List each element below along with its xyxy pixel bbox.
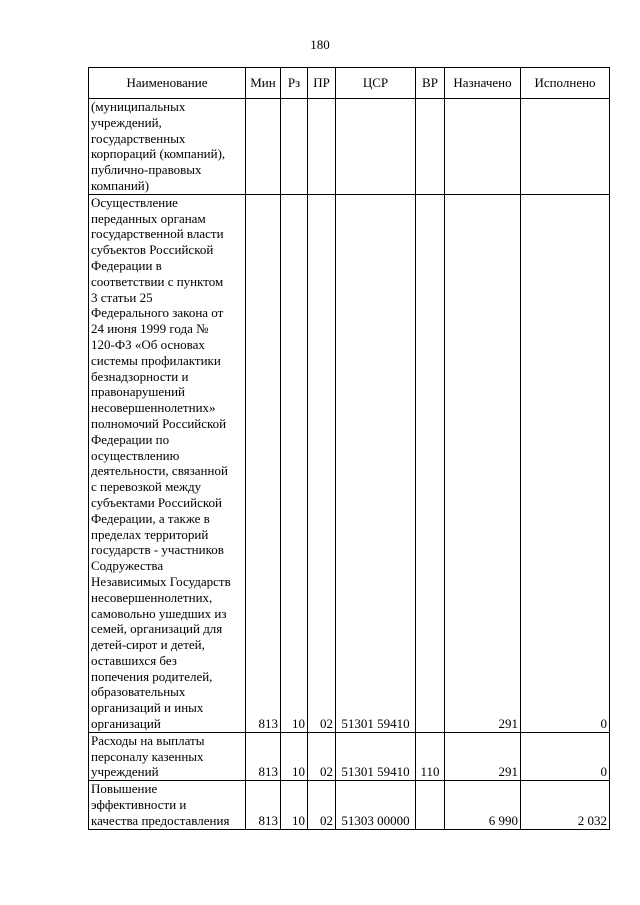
page-number: 180 [310, 37, 330, 52]
header-pr: ПР [308, 68, 336, 99]
row-name-text: Осуществление переданных органам государственной власти субъектов Российской Федерации в соответствии с пунктом 3 статьи 25 Федерального закона от 24 июня 1999 года № 120-ФЗ «Об основах системы профилактики безнадзорности и правонарушений несовершеннолетних» полномочий Российской Федерации по осуществлению деятельности, связанной с перевозкой между субъектами Российской Федерации, а также в пределах территорий государств - участников Содружества Независимых Государств несовершеннолетних, самовольно ушедших из семей, организаций для детей-сирот и детей, оставшихся без попечения родителей, образовательных организаций и иных организаций [91, 194, 231, 732]
cell-min: 813 [246, 781, 281, 829]
header-name: Наименование [89, 68, 246, 99]
cell-name [89, 732, 246, 780]
row-name-text: Повышение эффективности и качества предоставления [91, 781, 230, 828]
table-row [89, 732, 610, 780]
header-csr: ЦСР [336, 68, 416, 99]
cell-rz: 10 [281, 194, 308, 732]
table-header-row [89, 68, 610, 99]
table-row [89, 99, 610, 195]
header-ispolneno: Исполнено [521, 68, 610, 99]
cell-csr: 51303 00000 [336, 781, 416, 829]
row-name-text: Расходы на выплаты персоналу казенных учреждений [91, 732, 205, 780]
cell-ispolneno: 2 032 [521, 781, 610, 829]
cell-vr [416, 194, 445, 732]
cell-min [246, 99, 281, 195]
cell-naznacheno: 6 990 [445, 781, 521, 829]
cell-vr [416, 781, 445, 829]
cell-naznacheno [445, 99, 521, 195]
cell-ispolneno [521, 99, 610, 195]
cell-pr [308, 99, 336, 195]
header-naznacheno: Назначено [445, 68, 521, 99]
row-name-text: (муниципальных учреждений, государственных корпораций (компаний), публично-правовых компаний) [91, 99, 226, 193]
cell-rz: 10 [281, 732, 308, 780]
cell-min: 813 [246, 732, 281, 780]
cell-ispolneno: 0 [521, 194, 610, 732]
cell-csr: 51301 59410 [336, 732, 416, 780]
budget-table [88, 67, 610, 830]
cell-rz: 10 [281, 781, 308, 829]
header-min: Мин [246, 68, 281, 99]
cell-min: 813 [246, 194, 281, 732]
cell-rz [281, 99, 308, 195]
cell-name [89, 194, 246, 732]
cell-naznacheno: 291 [445, 732, 521, 780]
header-vr: ВР [416, 68, 445, 99]
cell-pr: 02 [308, 194, 336, 732]
cell-name [89, 781, 246, 829]
cell-naznacheno: 291 [445, 194, 521, 732]
cell-vr [416, 99, 445, 195]
cell-csr [336, 99, 416, 195]
cell-vr: 110 [416, 732, 445, 780]
cell-pr: 02 [308, 781, 336, 829]
cell-ispolneno: 0 [521, 732, 610, 780]
table-row [89, 194, 610, 732]
cell-name [89, 99, 246, 195]
cell-csr: 51301 59410 [336, 194, 416, 732]
cell-pr: 02 [308, 732, 336, 780]
table-row [89, 781, 610, 829]
header-rz: Рз [281, 68, 308, 99]
